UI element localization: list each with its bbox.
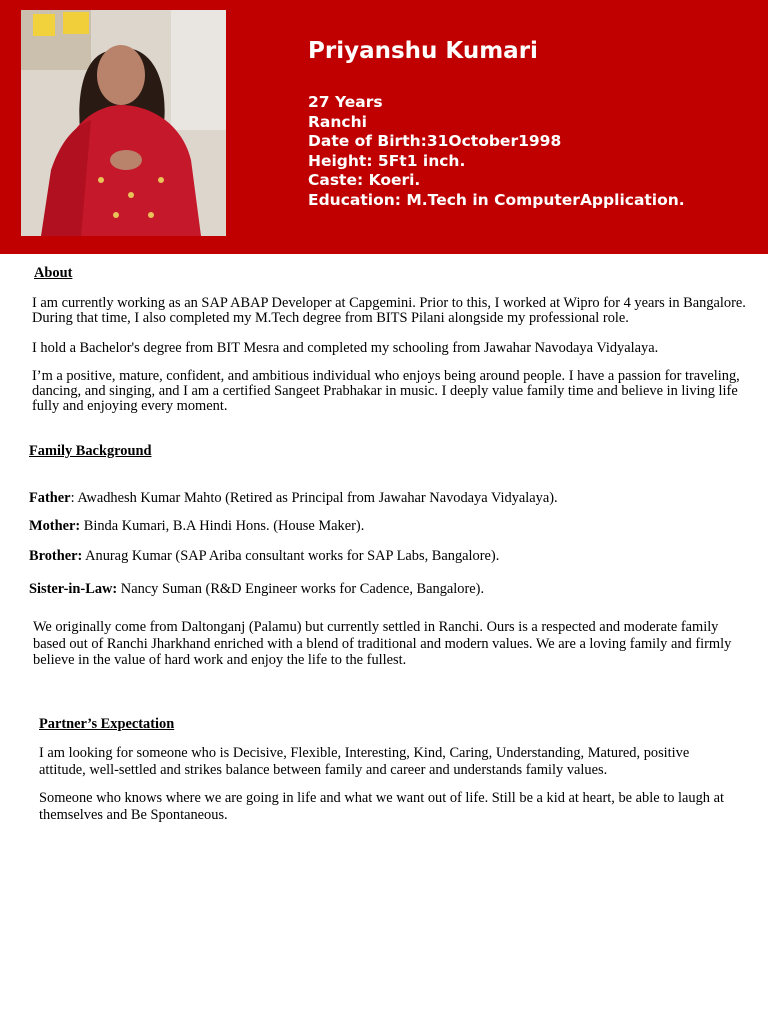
father-details: : Awadhesh Kumar Mahto (Retired as Principal from Jawahar Navodaya Vidyalaya). (70, 490, 558, 506)
family-member-sister-in-law (29, 582, 484, 597)
profile-city: Ranchi (308, 112, 367, 131)
profile-details (308, 36, 685, 211)
partner-paragraph-2: Someone who knows where we are going in life and what we want out of life. Still be a kid at heart, be able to laugh at themselves and Be Spontaneous. (39, 790, 724, 823)
mother-label: Mother: (29, 518, 81, 534)
profile-caste: Caste: Koeri. (308, 171, 421, 190)
about-heading: About (34, 265, 73, 281)
about-paragraph-3: I’m a positive, mature, confident, and ambitious individual who enjoys being around people. I have a passion for traveling, dancing, and singing, and I am a certified Sangeet Prabhakar in music. I deeply value family time and believe in living life fully and enjoying every moment. (32, 368, 740, 414)
profile-age: 27 Years (308, 93, 383, 111)
family-heading: Family Background (29, 443, 152, 459)
family-description: We originally come from Daltonganj (Palamu) but currently settled in Ranchi. Ours is a respected and moderate family based out of Ranchi Jharkhand enriched with a blend of traditional and modern values. We are a loving family and firmly believe in the value of hard work and enjoy the life to the fullest. (33, 619, 732, 668)
profile-education: Education: M.Tech in ComputerApplication. (308, 190, 685, 209)
about-paragraph-2: I hold a Bachelor's degree from BIT Mesra and completed my schooling from Jawahar Navodaya Vidyalaya. (32, 340, 659, 356)
about-paragraph-1: I am currently working as an SAP ABAP Developer at Capgemini. Prior to this, I worked at Wipro for 4 years in Bangalore. During that time, I also completed my M.Tech degree from BITS Pilani alongside my professional role. (32, 295, 746, 326)
profile-photo (21, 10, 226, 236)
profile-dob: Date of Birth:31October1998 (308, 132, 562, 151)
brother-label: Brother: (29, 548, 83, 564)
mother-details: Binda Kumari, B.A Hindi Hons. (House Maker). (80, 518, 365, 534)
profile-header (0, 0, 768, 254)
family-member-brother (29, 549, 499, 564)
sister-in-law-label: Sister-in-Law: (29, 581, 118, 597)
father-label: Father (29, 490, 71, 506)
family-member-mother (29, 519, 364, 534)
profile-height: Height: 5Ft1 inch. (308, 151, 466, 170)
sister-in-law-details: Nancy Suman (R&D Engineer works for Cadence, Bangalore). (117, 581, 485, 597)
partner-heading: Partner’s Expectation (39, 716, 175, 732)
profile-name: Priyanshu Kumari (308, 38, 538, 64)
family-member-father (29, 491, 558, 506)
brother-details: Anurag Kumar (SAP Ariba consultant works for SAP Labs, Bangalore). (82, 548, 500, 564)
partner-paragraph-1: I am looking for someone who is Decisive, Flexible, Interesting, Kind, Caring, Understanding, Matured, positive attitude, well-settled and strikes balance between family and career and understands family values. (39, 745, 690, 778)
